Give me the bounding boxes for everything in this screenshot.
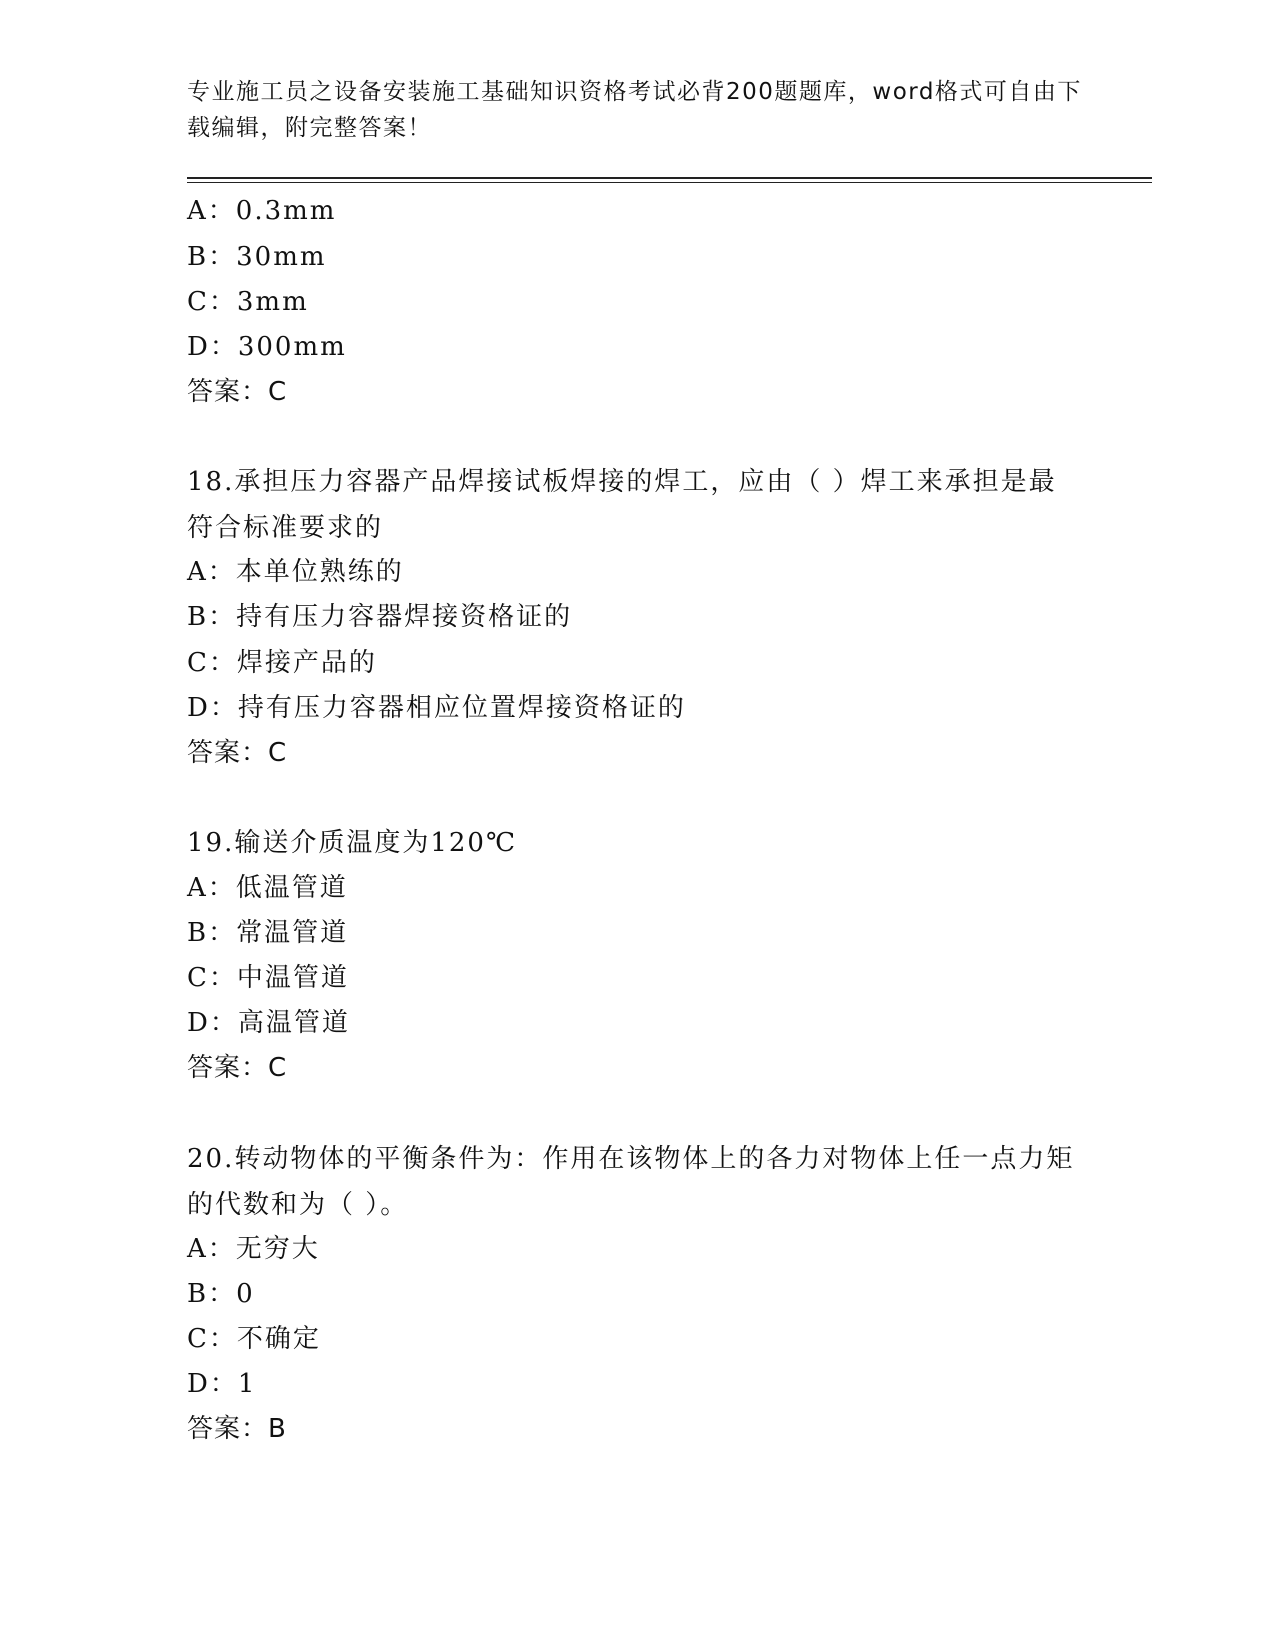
q18-stem: 18.承担压力容器产品焊接试板焊接的焊工，应由（ ）焊工来承担是最符合标准要求的 xyxy=(187,467,1057,543)
q17-answer: 答案：C xyxy=(187,377,288,407)
q18-option-d: D：持有压力容器相应位置焊接资格证的 xyxy=(187,693,686,723)
q17-option-b: B：30mm xyxy=(187,242,327,272)
q20-option-a: A：无穷大 xyxy=(187,1234,320,1264)
q18-option-a: A：本单位熟练的 xyxy=(187,557,404,587)
q19-option-d: D：高温管道 xyxy=(187,1008,350,1038)
q19-stem: 19.输送介质温度为120℃ xyxy=(187,828,518,858)
q19-option-a: A：低温管道 xyxy=(187,873,348,903)
q17-option-d: D：300mm xyxy=(187,332,347,362)
q18-option-c: C：焊接产品的 xyxy=(187,648,377,678)
document-header: 专业施工员之设备安装施工基础知识资格考试必背200题题库，word格式可自由下载编辑，附完整答案！ xyxy=(187,79,1082,141)
header-divider xyxy=(187,177,1152,179)
q20-option-b: B：0 xyxy=(187,1279,255,1309)
q20-answer: 答案：B xyxy=(187,1414,287,1444)
q20-option-d: D：1 xyxy=(187,1369,257,1399)
q17-option-a: A：0.3mm xyxy=(187,196,337,226)
q19-option-c: C：中温管道 xyxy=(187,963,349,993)
q20-stem: 20.转动物体的平衡条件为：作用在该物体上的各力对物体上任一点力矩的代数和为（ ）。 xyxy=(187,1144,1075,1220)
q18-answer: 答案：C xyxy=(187,738,288,768)
q20-option-c: C：不确定 xyxy=(187,1324,321,1354)
q18-option-b: B：持有压力容器焊接资格证的 xyxy=(187,602,573,632)
q19-answer: 答案：C xyxy=(187,1053,288,1083)
q17-option-c: C：3mm xyxy=(187,287,309,317)
header-divider-thin xyxy=(187,182,1152,183)
q19-option-b: B：常温管道 xyxy=(187,918,349,948)
